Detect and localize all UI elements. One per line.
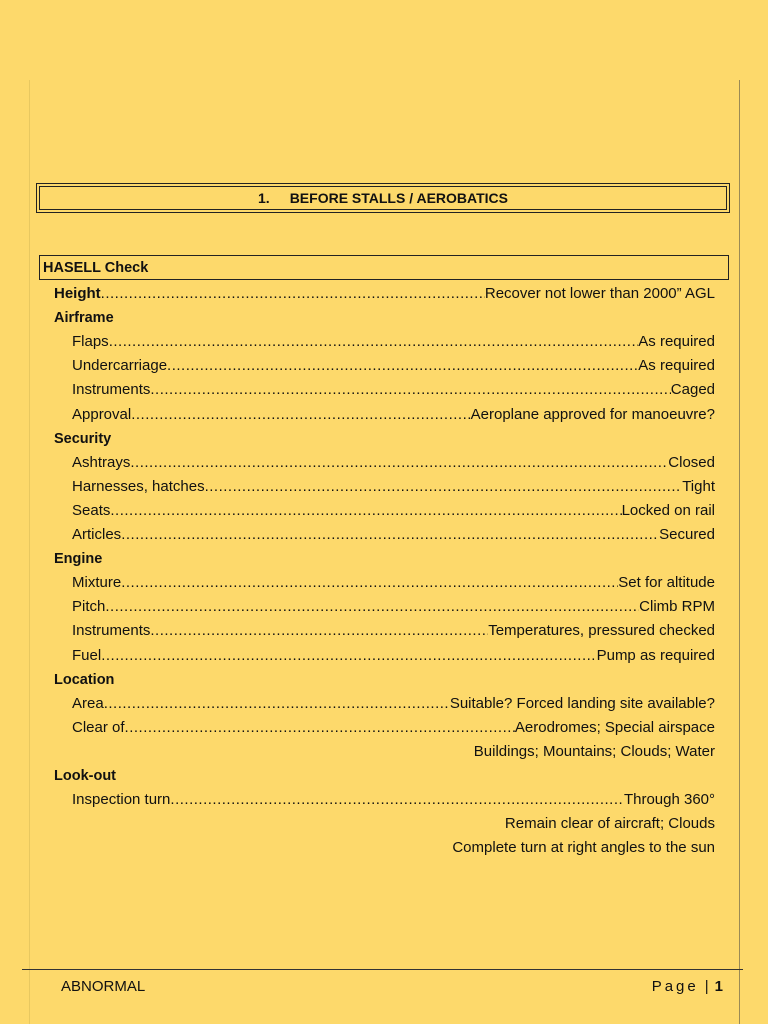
row-label: Fuel <box>72 646 102 664</box>
checklist-row <box>72 571 715 595</box>
title-heading <box>39 186 727 210</box>
continuation-line: Complete turn at right angles to the sun <box>452 839 715 857</box>
row-value: Through 360° <box>623 791 715 809</box>
checklist-row <box>72 692 715 716</box>
row-label: Ashtrays <box>72 453 131 471</box>
leader-dots <box>121 523 659 547</box>
leader-dots <box>130 451 668 475</box>
checklist-row <box>72 403 715 427</box>
checklist-row <box>72 716 715 740</box>
row-value: Caged <box>670 381 715 399</box>
leader-dots <box>167 354 638 378</box>
checklist-row <box>72 499 715 523</box>
row-value: Secured <box>659 526 715 543</box>
checklist-row <box>72 354 715 378</box>
row-label: Flaps <box>72 333 109 351</box>
row-value: Locked on rail <box>621 501 715 519</box>
row-label: Seats <box>72 501 111 519</box>
leader-dots <box>105 595 639 619</box>
page-word: Page <box>651 978 699 995</box>
row-label: Inspection turn <box>72 791 171 809</box>
left-margin-line <box>29 80 30 1024</box>
footer-label: ABNORMAL <box>61 978 146 995</box>
page-indicator <box>652 976 723 998</box>
row-value: Set for altitude <box>618 574 715 592</box>
leader-dots <box>150 378 670 402</box>
row-value: Suitable? Forced landing site available? <box>449 694 715 712</box>
row-label: Harnesses, hatches <box>72 477 205 495</box>
checklist-row <box>72 788 715 812</box>
leader-dots <box>121 571 618 595</box>
checklist-row-height <box>54 282 715 306</box>
group-heading: Airframe <box>54 310 114 327</box>
group-heading: Engine <box>54 551 103 568</box>
leader-dots <box>150 619 488 643</box>
checklist-row <box>72 451 715 475</box>
leader-dots <box>110 499 621 523</box>
page-separator: | <box>704 978 709 995</box>
checklist-row <box>72 330 715 354</box>
row-value: Tight <box>682 477 715 495</box>
row-label: Articles <box>72 526 122 543</box>
checklist-row <box>72 619 715 643</box>
row-label: Height <box>54 285 101 302</box>
leader-dots <box>170 788 624 812</box>
continuation-line: Buildings; Mountains; Clouds; Water <box>473 742 715 760</box>
row-label: Mixture <box>72 574 122 592</box>
checklist-row <box>72 475 715 499</box>
row-label: Instruments <box>72 381 151 399</box>
row-label: Clear of <box>72 718 125 736</box>
row-label: Approval <box>72 405 132 423</box>
row-value: As required <box>638 333 715 351</box>
leader-dots <box>205 475 683 499</box>
row-value: Aerodromes; Special airspace <box>514 718 715 736</box>
row-value: Temperatures, pressured checked <box>488 622 715 640</box>
row-value: Aeroplane approved for manoeuvre? <box>470 405 715 423</box>
row-value: Pump as required <box>596 646 715 664</box>
page-number: 1 <box>714 978 723 995</box>
leader-dots <box>104 692 450 716</box>
leader-dots <box>101 644 596 668</box>
checklist-row <box>72 595 715 619</box>
row-value: Recover not lower than 2000” AGL <box>484 285 715 302</box>
leader-dots <box>131 403 470 427</box>
leader-dots <box>109 330 639 354</box>
section-title: HASELL Check <box>39 255 729 280</box>
continuation-line: Remain clear of aircraft; Clouds <box>504 815 715 833</box>
row-label: Pitch <box>72 598 106 616</box>
title-text: BEFORE STALLS / AEROBATICS <box>289 190 508 206</box>
row-label: Undercarriage <box>72 357 168 375</box>
checklist-row <box>72 523 715 547</box>
title-box <box>36 183 730 213</box>
row-value: Climb RPM <box>639 598 715 616</box>
row-value: As required <box>638 357 715 375</box>
right-margin-line <box>739 80 740 1024</box>
row-value: Closed <box>668 453 715 471</box>
row-label: Instruments <box>72 622 151 640</box>
group-heading: Security <box>54 430 112 447</box>
leader-dots <box>125 716 515 740</box>
title-number: 1. <box>258 190 270 206</box>
leader-dots <box>101 282 485 306</box>
row-label: Area <box>72 694 104 712</box>
checklist-row <box>72 644 715 668</box>
checklist-row <box>72 378 715 402</box>
footer-divider <box>22 969 743 970</box>
group-heading: Look-out <box>54 768 117 784</box>
group-heading: Location <box>54 671 115 688</box>
